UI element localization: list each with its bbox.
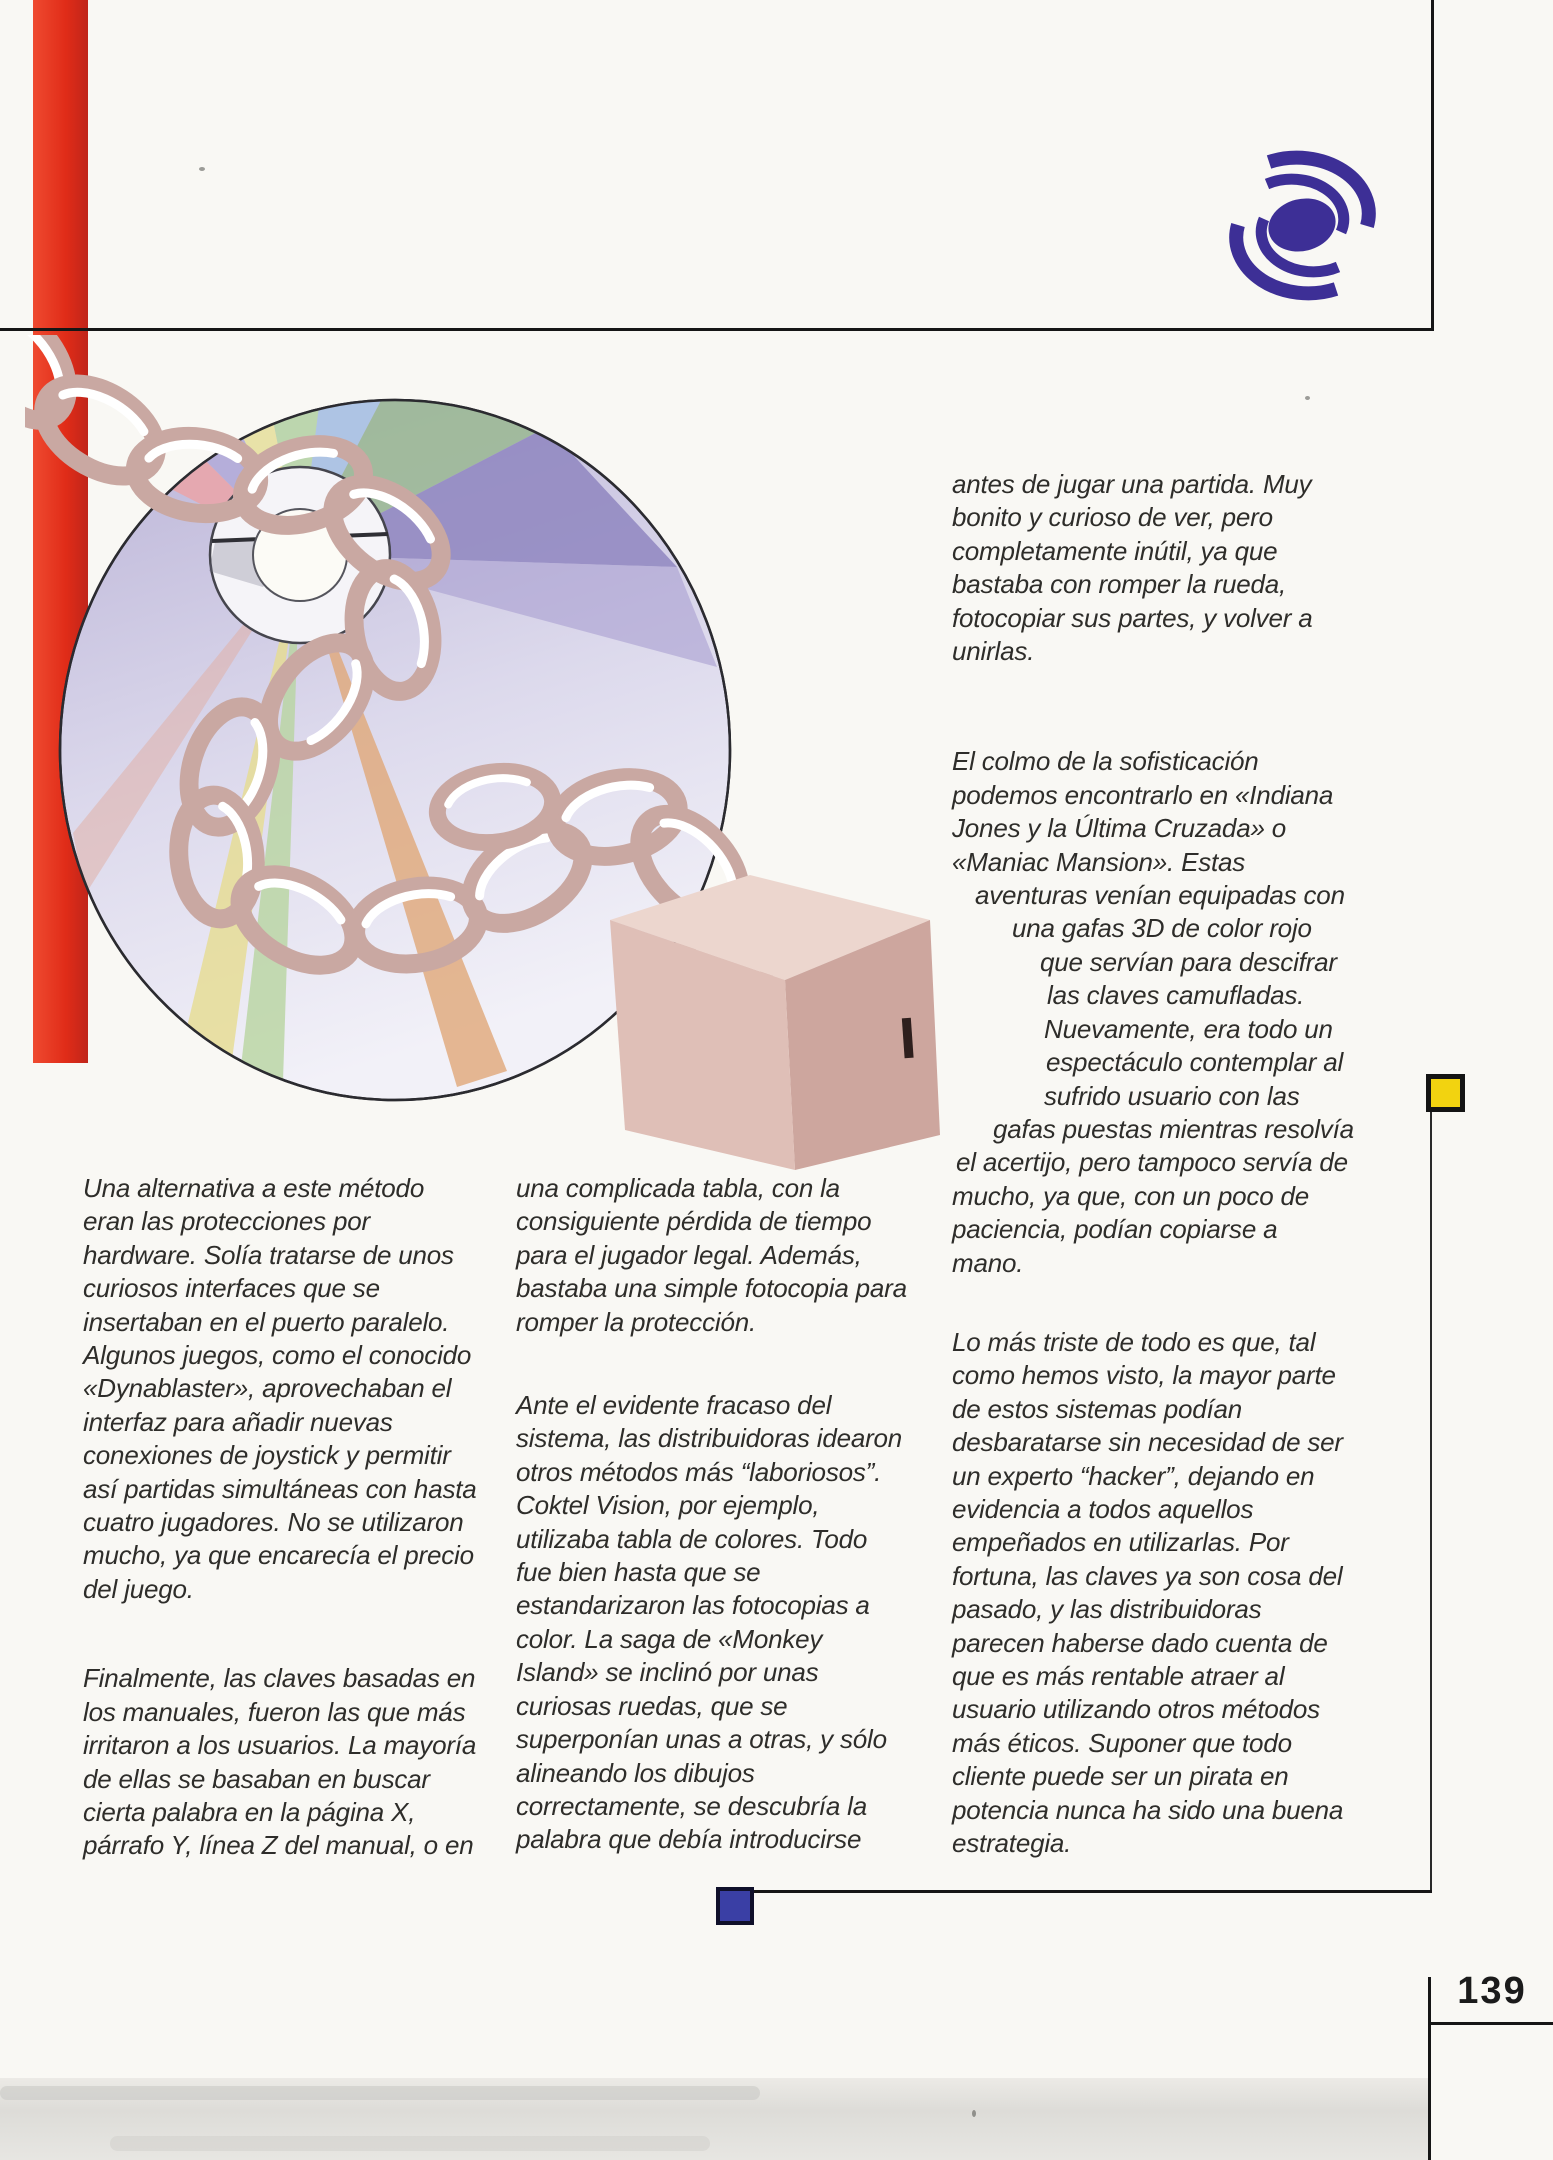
text-line: bastaba una simple fotocopia para [516,1273,907,1304]
pagenumber-horizontal-rule [1428,2022,1553,2025]
text-line: cliente puede ser un pirata en [952,1761,1289,1792]
right-vertical-rule [1430,1112,1432,1892]
text-line: Una alternativa a este método [83,1173,425,1203]
bottom-scan-streak [0,2086,760,2100]
text-line: párrafo Y, línea Z del manual, o en [83,1830,474,1861]
text-line: color. La saga de «Monkey [516,1623,823,1654]
text-line: utilizaba tabla de colores. Todo [516,1523,868,1554]
text-line: interfaz para añadir nuevas [83,1406,393,1437]
paragraph-gafas-3d [952,745,1372,1280]
text-line: del juego. [83,1573,194,1604]
text-line: alineando los dibujos [516,1757,755,1788]
column-right [952,468,1372,1860]
text-line: eran las protecciones por [83,1206,370,1237]
text-line: que servían para descifrar [1040,946,1337,977]
text-line: curiosos interfaces que se [83,1273,380,1304]
text-line: usuario utilizando otros métodos [952,1694,1320,1725]
text-line: romper la protección. [516,1306,757,1337]
text-line: bonito y curioso de ver, pero [952,502,1273,533]
page-number: 139 [1457,1970,1527,2012]
paragraph-rueda [952,468,1372,668]
scan-speck [1305,396,1310,400]
text-line: de ellas se basaban en buscar [83,1763,430,1794]
text-line: un experto “hacker”, dejando en [952,1460,1315,1491]
text-line: así partidas simultáneas con hasta [83,1473,477,1504]
text-line: desbaratarse sin necesidad de ser [952,1427,1343,1458]
scan-speck [972,2110,976,2117]
text-line: otros métodos más “laboriosos”. [516,1456,882,1487]
yellow-corner-marker [1426,1074,1465,1112]
text-line: «Dynablaster», aprovechaban el [83,1373,452,1404]
paragraph-claves-manuales [83,1662,503,1862]
text-line: Ante el evidente fracaso del [516,1390,832,1421]
text-line: Finalmente, las claves basadas en [83,1663,476,1694]
text-line: fue bien hasta que se [516,1557,761,1588]
text-line: mano. [952,1247,1024,1278]
text-line: consiguiente pérdida de tiempo [516,1206,872,1237]
text-line: fotocopiar sus partes, y volver a [952,602,1313,633]
text-line: los manuales, fueron las que más [83,1696,466,1727]
text-line: Jones y la Última Cruzada» o [952,813,1286,844]
text-line: pasado, y las distribuidoras [952,1594,1262,1625]
text-line: parecen haberse dado cuenta de [952,1627,1328,1658]
text-line: más éticos. Suponer que todo [952,1727,1292,1758]
text-line: Lo más triste de todo es que, tal [952,1326,1316,1357]
text-line: de estos sistemas podían [952,1393,1243,1424]
text-line: podemos encontrarlo en «Indiana [952,779,1334,810]
text-line: empeñados en utilizarlas. Por [952,1527,1289,1558]
text-line: para el jugador legal. Además, [516,1239,862,1270]
text-line: el acertijo, pero tampoco servía de [956,1147,1348,1178]
paragraph-metodos-laboriosos [516,1389,941,1857]
text-line: espectáculo contemplar al [1046,1047,1344,1078]
blue-corner-marker [716,1887,754,1925]
text-line: hardware. Solía tratarse de unos [83,1239,454,1270]
text-line: Nuevamente, era todo un [1044,1013,1333,1044]
header-frame-vertical-rule [1431,0,1434,331]
text-line: estrategia. [952,1828,1072,1859]
text-line: insertaban en el puerto paralelo. [83,1306,450,1337]
scan-speck [199,167,205,171]
text-line: palabra que debía introducirse [516,1824,862,1855]
text-line: unirlas. [952,636,1035,667]
bottom-scan-smudge [110,2136,710,2151]
header-frame-horizontal-rule [0,328,1434,331]
paragraph-conclusion [952,1326,1372,1861]
paragraph-tabla [516,1172,941,1339]
text-line: antes de jugar una partida. Muy [952,469,1312,499]
text-line: estandarizaron las fotocopias a [516,1590,870,1621]
pagenumber-vertical-rule [1428,1977,1431,2160]
text-line: cuatro jugadores. No se utilizaron [83,1507,464,1538]
text-line: sufrido usuario con las [1044,1080,1300,1111]
cd-chain-padlock-illustration [25,335,975,1185]
text-line: «Maniac Mansion». Estas [952,846,1246,877]
column-middle [516,1172,941,1857]
text-line: correctamente, se descubría la [516,1790,867,1821]
text-line: aventuras venían equipadas con [975,880,1345,911]
text-line: sistema, las distribuidoras idearon [516,1423,903,1454]
column-left [83,1172,503,1863]
text-line: Island» se inclinó por unas [516,1657,819,1688]
text-line: como hemos visto, la mayor parte [952,1360,1336,1391]
text-line: las claves camufladas. [1047,980,1305,1011]
text-line: conexiones de joystick y permitir [83,1440,451,1471]
text-line: paciencia, podían copiarse a [952,1214,1278,1245]
publisher-swirl-logo-icon [1205,148,1400,303]
text-line: una complicada tabla, con la [516,1173,840,1203]
text-line: irritaron a los usuarios. La mayoría [83,1730,477,1761]
padlock [610,875,940,1170]
text-line: superponían unas a otras, y sólo [516,1724,887,1755]
text-line: mucho, ya que, con un poco de [952,1180,1310,1211]
footer-horizontal-rule [740,1890,1432,1893]
paragraph-hardware [83,1172,503,1606]
text-line: curiosas ruedas, que se [516,1690,788,1721]
text-line: mucho, ya que encarecía el precio [83,1540,474,1571]
text-line: cierta palabra en la página X, [83,1796,416,1827]
text-line: una gafas 3D de color rojo [1012,913,1312,944]
text-line: completamente inútil, ya que [952,535,1278,566]
text-line: bastaba con romper la rueda, [952,569,1287,600]
text-line: que es más rentable atraer al [952,1661,1285,1691]
text-line: evidencia a todos aquellos [952,1493,1254,1524]
text-line: Algunos juegos, como el conocido [83,1340,472,1371]
text-line: Coktel Vision, por ejemplo, [516,1490,820,1521]
text-line: gafas puestas mientras resolvía [993,1113,1354,1144]
text-line: potencia nunca ha sido una buena [952,1794,1344,1825]
text-line: fortuna, las claves ya son cosa del [952,1560,1343,1591]
text-line: El colmo de la sofisticación [952,746,1259,777]
